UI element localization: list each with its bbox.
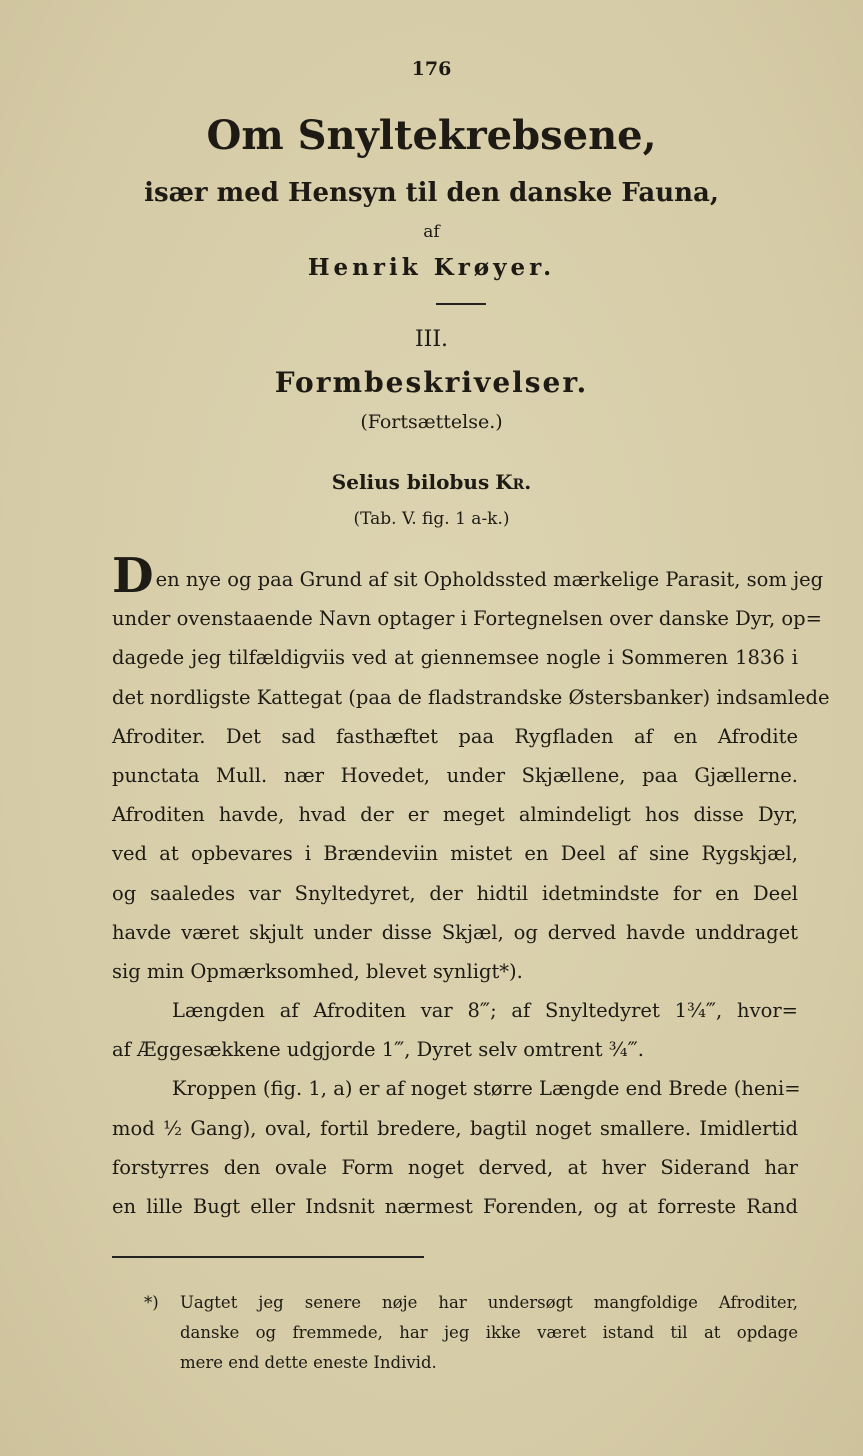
body-line: Afroditer. Det sad fasthæftet paa Rygfladen af en Afrodite [112, 724, 798, 748]
body-line: punctata Mull. nær Hovedet, under Skjællene, paa Gjællerne. [112, 763, 798, 787]
body-line: dagede jeg tilfældigviis ved at giennemsee nogle i Sommeren 1836 i [112, 646, 798, 670]
body-line: Længden af Afroditen var 8‴; af Snyltedyret 1¾‴, hvor= [172, 999, 798, 1023]
drop-cap: D [112, 548, 154, 604]
footnote-line: Uagtet jeg senere nøje har undersøgt mangfoldige Afroditer, [180, 1293, 798, 1312]
title-divider [436, 303, 486, 305]
section-title: Formbeskrivelser. [274, 366, 589, 399]
body-text [112, 548, 830, 1226]
article-subtitle: især med Hensyn til den danske Fauna, [144, 178, 719, 208]
footnote-divider [112, 1256, 424, 1258]
body-line: en lille Bugt eller Indsnit nærmest Forenden, og at forreste Rand [112, 1195, 798, 1218]
footnote-line: mere end dette eneste Individ. [180, 1353, 437, 1372]
body-line: under ovenstaaende Navn optager i Fortegnelsen over danske Dyr, op= [112, 607, 822, 631]
byline: af [423, 222, 440, 242]
continuation-note: (Fortsættelse.) [360, 411, 503, 433]
article-title: Om Snyltekrebsene, [206, 112, 657, 159]
body-line: sig min Opmærksomhed, blevet synligt*). [112, 959, 523, 983]
body-line: af Æggesækkene udgjorde 1‴, Dyret selv omtrent ¾‴. [112, 1038, 644, 1062]
species-authority: Kr. [495, 470, 532, 494]
body-line: forstyrres den ovale Form noget derved, at hver Siderand har [112, 1155, 798, 1179]
body-line: ved at opbevares i Brændeviin mistet en Deel af sine Rygskjæl, [112, 842, 798, 866]
body-line: det nordligste Kattegat (paa de fladstrandske Østersbanker) indsamlede [112, 685, 830, 709]
body-line: Afroditen havde, hvad der er meget almindeligt hos disse Dyr, [112, 803, 798, 827]
body-line: havde været skjult under disse Skjæl, og derved havde unddraget [112, 920, 798, 944]
body-line: Kroppen (fig. 1, a) er af noget større Længde end Brede (heni= [172, 1077, 801, 1101]
section-number: III. [414, 327, 449, 352]
author: Henrik Krøyer. [307, 254, 556, 281]
page-number: 176 [411, 58, 452, 80]
body-line: og saaledes var Snyltedyret, der hidtil idetmindste for en Deel [112, 881, 798, 905]
footnote [144, 1288, 798, 1378]
species-heading [0, 470, 863, 494]
body-line: mod ½ Gang), oval, fortil bredere, bagtil noget smallere. Imidlertid [112, 1116, 798, 1140]
footnote-line: danske og fremmede, har jeg ikke været istand til at opdage [180, 1323, 798, 1342]
species-name: Selius bilobus [331, 470, 490, 494]
plate-reference: (Tab. V. fig. 1 a-k.) [353, 509, 510, 529]
footnote-marker: *) [144, 1293, 159, 1312]
body-line: Den nye og paa Grund af sit Opholdssted mærkelige Parasit, som jeg [112, 548, 824, 604]
